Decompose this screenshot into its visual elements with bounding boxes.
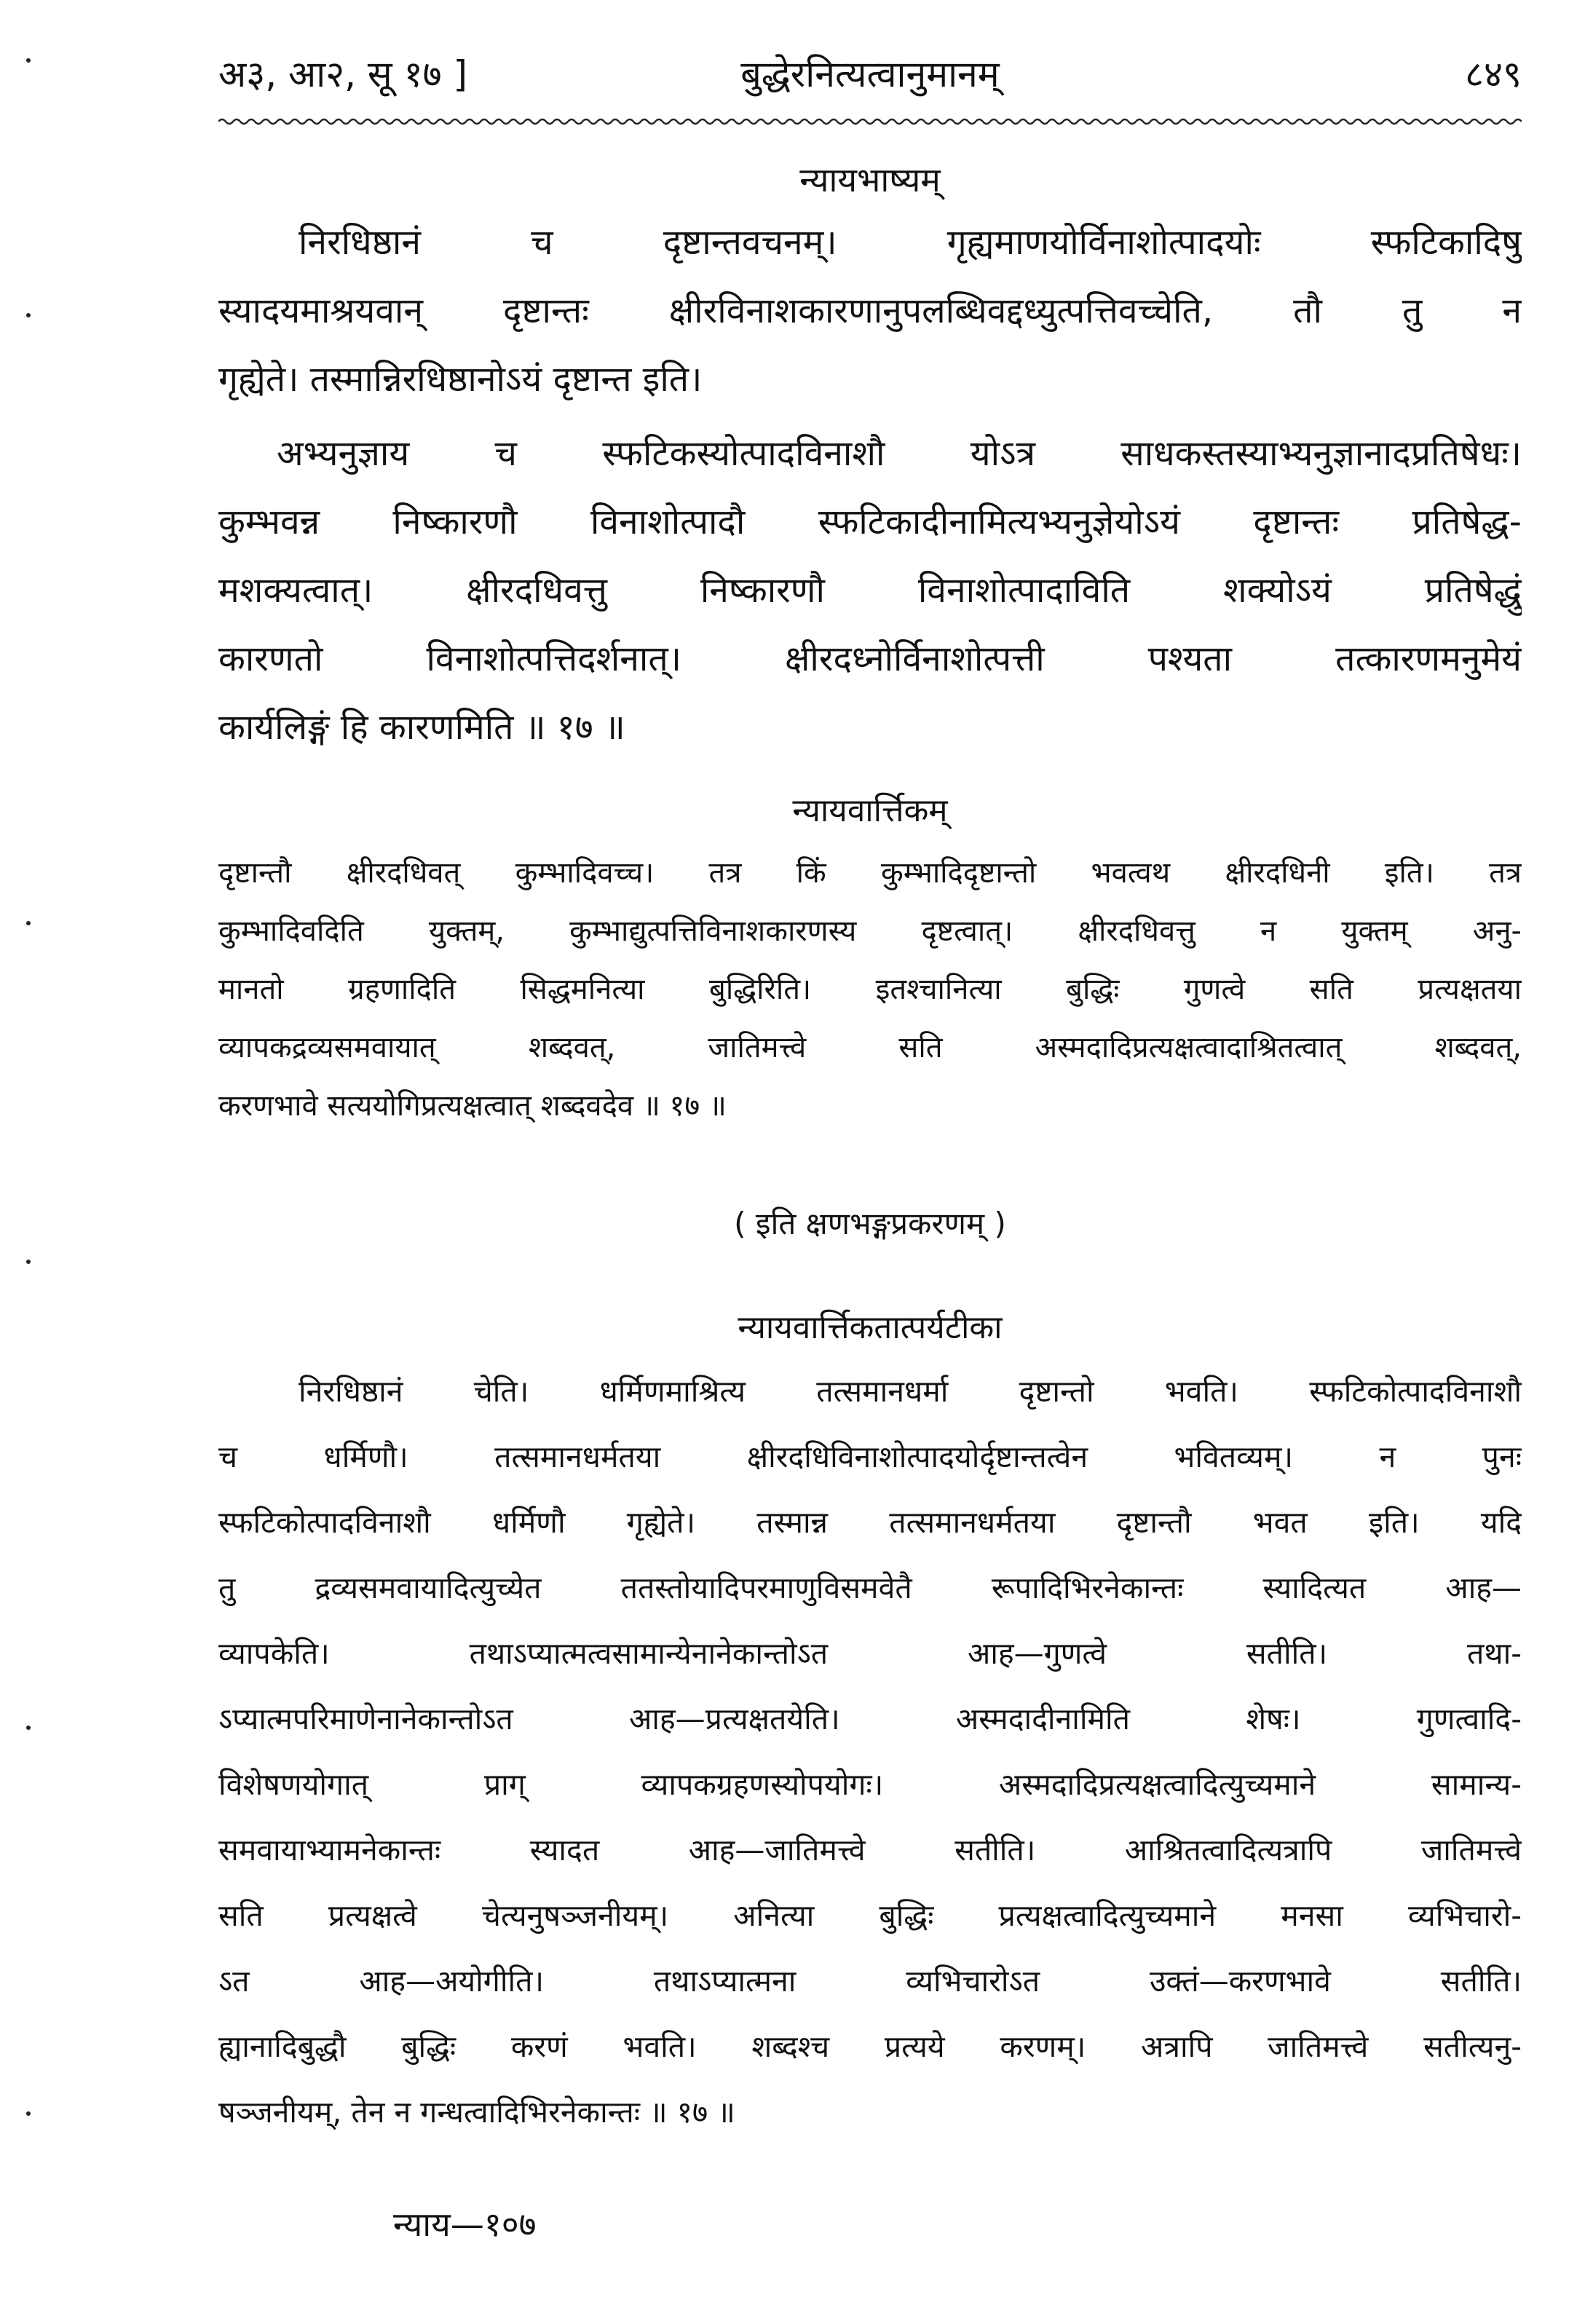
page-number: ८४९ bbox=[1465, 53, 1522, 95]
bhashya-line: अभ्यनुज्ञाय च स्फटिकस्योत्पादविनाशौ योऽत्र साधकस्तस्याभ्यनुज्ञानादप्रतिषेधः। bbox=[277, 433, 1522, 474]
section-title-nyayavarttika: न्यायवार्त्तिकम् bbox=[792, 792, 948, 829]
tika-line: समवायाभ्यामनेकान्तः स्यादत आह—जातिमत्त्वे सतीति। आश्रितत्वादित्यत्रापि जातिमत्त्वे bbox=[218, 1833, 1522, 1868]
tika-line: षञ्जनीयम्, तेन न गन्धत्वादिभिरनेकान्तः ॥ १७ ॥ bbox=[218, 2095, 735, 2130]
tika-line: विशेषणयोगात् प्राग् व्यापकग्रहणस्योपयोगः। अस्मदादिप्रत्यक्षत्वादित्युच्यमाने सामान्य- bbox=[218, 1767, 1522, 1802]
header-reference: अ३, आ२, सू १७ ] bbox=[218, 53, 467, 95]
signature-mark: न्याय—१०७ bbox=[393, 2205, 537, 2244]
tika-line: ऽप्यात्मपरिमाणेनानेकान्तोऽत आह—प्रत्यक्षतयेति। अस्मदादीनामिति शेषः। गुणत्वादि- bbox=[218, 1702, 1522, 1736]
running-header bbox=[218, 36, 1522, 116]
bhashya-line: कारणतो विनाशोत्पत्तिदर्शनात्। क्षीरदध्नोर्विनाशोत्पत्ती पश्यता तत्कारणमनुमेयं bbox=[218, 639, 1522, 679]
tika-line: स्फटिकोत्पादविनाशौ धर्मिणौ गृह्येते। तस्मान्न तत्समानधर्मतया दृष्टान्तौ भवत इति। यदि bbox=[218, 1505, 1522, 1540]
nyayabhashya-text bbox=[218, 217, 1522, 770]
prakarana-closing: ( इति क्षणभङ्गप्रकरणम् ) bbox=[734, 1206, 1006, 1241]
header-wavy-rule bbox=[218, 116, 1522, 127]
margin-speck bbox=[26, 58, 31, 63]
tika-line: तु द्रव्यसमवायादित्युच्येत ततस्तोयादिपरमाणुविसमवेतै रूपादिभिरनेकान्तः स्यादित्यत आह— bbox=[218, 1570, 1522, 1605]
tika-line: ऽत आह—अयोगीति। तथाऽप्यात्मना व्यभिचारोऽत उक्तं—करणभावे सतीति। bbox=[218, 1964, 1522, 1999]
varttika-line: करणभावे सत्ययोगिप्रत्यक्षत्वात् शब्दवदेव ॥ १७ ॥ bbox=[218, 1089, 727, 1123]
section-title-nyayabhashya: न्यायभाष्यम् bbox=[799, 160, 941, 199]
margin-speck bbox=[26, 921, 31, 925]
varttika-line: व्यापकद्रव्यसमवायात् शब्दवत्, जातिमत्त्वे सति अस्मदादिप्रत्यक्षत्वादाश्रितत्वात् शब्दवत्, bbox=[218, 1031, 1522, 1064]
tika-line: व्यापकेति। तथाऽप्यात्मत्वसामान्येनानेकान्तोऽत आह—गुणत्वे सतीति। तथा- bbox=[218, 1636, 1522, 1671]
section-title-tatparyatika: न्यायवार्त्तिकतात्पर्यटीका bbox=[738, 1309, 1003, 1346]
bhashya-line: स्यादयमाश्रयवान् दृष्टान्तः क्षीरविनाशकारणानुपलब्धिवद्दध्युत्पत्तिवच्चेति, तौ तु न bbox=[218, 290, 1522, 331]
bhashya-line: निरधिष्ठानं च दृष्टान्तवचनम्। गृह्यमाणयोर्विनाशोत्पादयोः स्फटिकादिषु bbox=[299, 222, 1522, 263]
bhashya-line: मशक्यत्वात्। क्षीरदधिवत्तु निष्कारणौ विनाशोत्पादाविति शक्योऽयं प्रतिषेद्धुं bbox=[218, 570, 1522, 611]
margin-speck bbox=[26, 2111, 31, 2116]
varttika-line: दृष्टान्तौ क्षीरदधिवत् कुम्भादिवच्च। तत्र किं कुम्भादिदृष्टान्तो भवत्वथ क्षीरदधिनी इति। तत्र bbox=[218, 856, 1522, 890]
bhashya-line: कुम्भवन्न निष्कारणौ विनाशोत्पादौ स्फटिकादीनामित्यभ्यनुज्ञेयोऽयं दृष्टान्तः प्रतिषेद्ध- bbox=[218, 502, 1522, 542]
tika-line: ह्यानादिबुद्धौ बुद्धिः करणं भवति। शब्दश्च प्रत्यये करणम्। अत्रापि जातिमत्त्वे सतीत्यनु- bbox=[218, 2029, 1522, 2064]
varttika-line: मानतो ग्रहणादिति सिद्धमनित्या बुद्धिरिति। इतश्चानित्या बुद्धिः गुणत्वे सति प्रत्यक्षतया bbox=[218, 973, 1522, 1006]
tatparyatika-text bbox=[218, 1369, 1522, 2170]
bhashya-line: कार्यलिङ्गं हि कारणमिति ॥ १७ ॥ bbox=[218, 707, 625, 748]
tika-line: सति प्रत्यक्षत्वे चेत्यनुषञ्जनीयम्। अनित्या बुद्धिः प्रत्यक्षत्वादित्युच्यमाने मनसा व्यभिचारो- bbox=[218, 1898, 1522, 1933]
nyayavarttika-text bbox=[218, 850, 1522, 1156]
tika-line: च धर्मिणौ। तत्समानधर्मतया क्षीरदधिविनाशोत्पादयोर्दृष्टान्तत्वेन भवितव्यम्। न पुनः bbox=[218, 1439, 1522, 1474]
varttika-line: कुम्भादिवदिति युक्तम्, कुम्भाद्युत्पत्तिविनाशकारणस्य दृष्टत्वात्। क्षीरदधिवत्तु न युक्तम् अनु- bbox=[218, 914, 1522, 948]
header-title: बुद्धेरनित्यत्वानुमानम् bbox=[740, 53, 1000, 95]
bhashya-line: गृह्येते। तस्मान्निरधिष्ठानोऽयं दृष्टान्त इति। bbox=[218, 359, 703, 400]
margin-speck bbox=[26, 1726, 31, 1730]
margin-speck bbox=[26, 1260, 31, 1264]
tika-line: निरधिष्ठानं चेति। धर्मिणमाश्रित्य तत्समानधर्मा दृष्टान्तो भवति। स्फटिकोत्पादविनाशौ bbox=[299, 1374, 1522, 1409]
margin-speck bbox=[26, 313, 31, 317]
